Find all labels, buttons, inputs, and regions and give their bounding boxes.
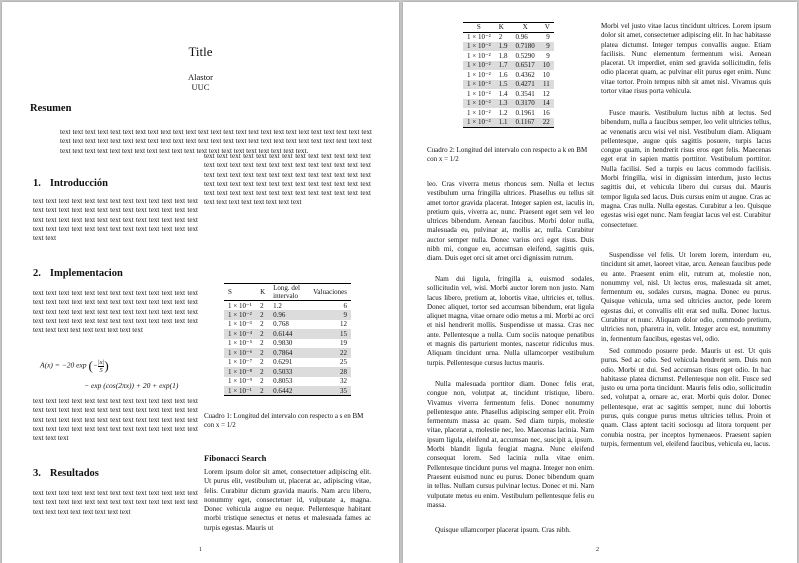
formula-line-1: A(x) = −20 exp (− $\frac{|x|}{5}$ ) <box>40 358 109 374</box>
table-row <box>463 70 554 80</box>
section-heading-introduccion: 1. Introducción <box>33 178 109 189</box>
table-cell: 35 <box>309 386 351 396</box>
body-paragraph-right-3: Suspendisse vel felis. Ut lorem lorem, interdum eu, tincidunt sit amet, laoreet vitae, arcu. Aenean faucibus pede eu ante. Praesent enim elit, rutrum at, molestie non, nonummy vel, nisl. Ut lectus eros, malesuada sit amet, fermentum eu, sodales cursus, magna. Donec eu purus. Quisque vehicula, urna sed ultricies auctor, pede lorem egestas dui, et convallis elit erat sed nulla. Donec luctus. Curabitur et nunc. Aliquam dolor odio, commodo pretium, ultricies non, pharetra in, velit. Integer arcu est, nonummy in, fermentum faucibus, egestas vel, odio. <box>601 251 771 343</box>
table-cell: 2 <box>260 377 264 386</box>
table-cell: 2 <box>260 358 264 367</box>
table-cell: 16 <box>542 108 550 117</box>
table2-header-x: X <box>512 23 539 33</box>
table-cell: 9 <box>546 51 550 60</box>
table-cell: 0.6517 <box>512 61 539 71</box>
implementation-text-2: text text text text text text text text text text text text text text text text text text text text text text text text text text text text text text text text text text text text text text text text text text text text text text text text text text text text text text text <box>33 397 198 443</box>
table-cell: 2 <box>256 348 269 358</box>
table-cell: 2 <box>498 33 503 41</box>
table1-header-k: K <box>256 284 269 301</box>
table-row <box>224 358 351 368</box>
implementation-text: text text text text text text text text text text text text text text text text text text text text text text text text text text text text text text text text text text text text text text text text text text text text text text text text text text text text text text text text text text text text text <box>33 289 198 335</box>
table2-caption: Cuadro 2: Longitud del intervalo con respecto a k en BM con x = 1/2 <box>427 146 588 163</box>
table-cell: 2 <box>260 339 264 348</box>
table-interval-vs-s <box>224 283 351 396</box>
table-cell: 0.4271 <box>512 80 539 90</box>
column-2-text: text text text text text text text text text text text text text text text text text text text text text text text text text text text text text text text text text text text text text text text text text text text text text text text text text text text text text text text text text text text text text text text text text text text text text text text text text <box>204 152 371 207</box>
table-cell: 1 × 10⁻² <box>463 99 495 109</box>
table-cell: 12 <box>542 89 550 98</box>
table1-header-valuaciones: Valuaciones <box>309 284 351 301</box>
body-paragraph-left-3: Nulla malesuada porttitor diam. Donec felis erat, congue non, volutpat at, tincidunt tristique, libero. Vivamus viverra fermentum felis. Donec nonummy pellentesque ante. Phasellus adipiscing semper elit. Proin fermentum massa ac quam. Sed diam turpis, molestie vitae, placerat a, molestie nec, leo. Maecenas lacinia. Nam ipsum ligula, eleifend at, accumsan nec, suscipit a, ipsum. Morbi blandit ligula feugiat magna. Nunc eleifend consequat lorem. Sed lacinia nulla vitae enim. Pellentesque tincidunt purus vel magna. Integer non enim. Praesent euismod nunc eu purus. Donec bibendum quam in tellus. Nullam cursus pulvinar lectus. Donec et mi. Nam vulputate metus eu enim. Vestibulum pellentesque felis eu massa. <box>427 380 594 509</box>
table2-header-v: V <box>539 23 554 33</box>
formula-line-2: − exp (cos(2πx)) + 20 + exp(1) <box>84 381 179 390</box>
table-row <box>463 32 554 42</box>
table1-header-long: Long. del intervalo <box>269 284 309 301</box>
table1-header-s: S <box>224 284 256 301</box>
table-cell: 1 × 10⁻² <box>463 80 495 90</box>
table-row <box>224 348 351 358</box>
table-interval-vs-k <box>463 22 554 128</box>
table-cell: 0.6144 <box>269 329 309 339</box>
table-cell: 10 <box>542 70 550 79</box>
table-cell: 0.96 <box>269 310 309 320</box>
page-number-1: 1 <box>199 547 202 553</box>
table-cell: 10 <box>539 61 554 71</box>
table-cell: 0.96 <box>515 33 528 41</box>
table-cell: 1.7 <box>495 61 512 71</box>
body-paragraph-right-4: Sed commodo posuere pede. Mauris ut est. Ut quis purus. Sed ac odio. Sed vehicula hendrerit sem. Duis non odio. Morbi ut dui. Sed accumsan risus eget odio. In hac habitasse platea dictumst. Pellentesque non elit. Fusce sed justo eu urna porta tincidunt. Mauris felis odio, sollicitudin sed, volutpat a, ornare ac, erat. Morbi quis dolor. Donec pellentesque, erat ac sagittis semper, nunc dui lobortis purus, quis congue purus metus ultricies tellus. Proin et quam. Class aptent taciti sociosqu ad litora torquent per conubia nostra, per inceptos hymenaeos. Praesent sapien turpis, fermentum vel, eleifend faucibus, vehicula eu, lacus. <box>601 347 771 448</box>
table-cell: 1.3 <box>495 99 512 109</box>
table-row <box>224 310 351 320</box>
table-row <box>224 386 351 396</box>
table-cell: 1 × 10⁻⁹ <box>228 377 253 386</box>
fibonacci-heading: Fibonacci Search <box>204 453 267 463</box>
table-cell: 1.4 <box>498 89 508 98</box>
table-cell: 9 <box>546 33 550 41</box>
table-cell: 1.2 <box>273 301 282 310</box>
table-cell: 0.9830 <box>273 339 293 348</box>
table-cell: 2 <box>256 310 269 320</box>
table-cell: 0.5033 <box>269 367 309 377</box>
body-paragraph-right-2: Fusce mauris. Vestibulum luctus nibh at lectus. Sed bibendum, nulla a faucibus semper, leo velit ultricies tellus, ac venenatis arcu wisi vel nisl. Vestibulum diam. Aliquam pellentesque, augue quis sagittis posuere, turpis lacus congue quam, in hendrerit risus eros eget felis. Maecenas eget erat in sapien mattis porttitor. Vestibulum porttitor. Nulla facilisi. Sed a turpis eu lacus commodo facilisis. Morbi fringilla, wisi in dignissim interdum, justo lectus sagittis dui, et vehicula libero dui cursus dui. Mauris tempor ligula sed lacus. Duis cursus enim ut augue. Cras ac magna. Cras nulla. Nulla egestas. Curabitur a leo. Quisque egestas wisi eget nunc. Nam feugiat lacus vel est. Curabitur consectetuer. <box>601 109 771 229</box>
abstract-text: text text text text text text text text text text text text text text text text text text text text text text text text text text text text text text text text text text text text text text text text text text text text text text text text text text text text text text text text text text text text text text text text text text text text text text. <box>60 128 372 155</box>
table-cell: 1.8 <box>498 51 508 60</box>
abstract-heading: Resumen <box>30 103 72 114</box>
table-cell: 1 × 10⁻² <box>467 33 491 41</box>
formula-numerator: |x| <box>97 358 105 366</box>
table-cell: 1 × 10⁻¹ <box>228 301 252 310</box>
page-number-2: 2 <box>596 547 599 553</box>
table-cell: 1 × 10⁻² <box>467 70 491 79</box>
table-cell: 28 <box>309 367 351 377</box>
author-name: Alastor <box>187 72 214 82</box>
table-cell: 0.4362 <box>515 70 535 79</box>
table-cell: 9 <box>309 310 351 320</box>
table-cell: 1 × 10⁻³ <box>228 320 252 329</box>
body-paragraph-right-1: Morbi vel justo vitae lacus tincidunt ultrices. Lorem ipsum dolor sit amet, consectetuer adipiscing elit. In hac habitasse platea dictumst. Integer tempus convallis augue. Etiam facilisis. Nunc elementum fermentum wisi. Aenean placerat. Ut imperdiet, enim sed gravida sollicitudin, felis odio placerat quam, ac pulvinar elit purus eget enim. Nunc vitae tortor. Proin tempus nibh sit amet nisl. Vivamus quis tortor vitae risus porta vehicula. <box>601 22 771 96</box>
table-row <box>224 320 351 330</box>
table-row <box>463 118 554 128</box>
table-row <box>463 99 554 109</box>
table-cell: 32 <box>339 377 347 386</box>
table-cell: 1.5 <box>495 80 512 90</box>
table-cell: 1.6 <box>498 70 508 79</box>
fibonacci-text: Lorem ipsum dolor sit amet, consectetuer adipiscing elit. Ut purus elit, vestibulum ut, placerat ac, adipiscing vitae, felis. Curabitur dictum gravida mauris. Nam arcu libero, nonummy eget, consectetuer id, vulputate a, magna. Donec vehicula augue eu neque. Pellentesque habitant morbi tristique senectus et netus et malesuada fames ac turpis egestas. Mauris ut <box>204 468 371 532</box>
intro-text: text text text text text text text text text text text text text text text text text text text text text text text text text text text text text text text text text text text text text text text text text text text text text text text text text text text text text text <box>33 197 198 243</box>
table-row <box>463 80 554 90</box>
table-cell: 1 × 10⁻² <box>463 118 495 128</box>
table-row <box>463 42 554 52</box>
table-cell: 0.3170 <box>512 99 539 109</box>
table-row <box>224 367 351 377</box>
results-text: text text text text text text text text text text text text text text text text text text text text text text text text text text text text text text text text text text <box>33 489 198 516</box>
table-cell: 1 × 10⁻² <box>467 89 491 98</box>
section-heading-implementacion: 2. Implementacion <box>33 268 123 279</box>
page-2 <box>403 2 797 563</box>
body-paragraph-left-2: Nam dui ligula, fringilla a, euismod sodales, sollicitudin vel, wisi. Morbi auctor lorem non justo. Nam lacus libero, pretium at, lobortis vitae, ultricies et, tellus. Donec aliquet, tortor sed accumsan bibendum, erat ligula aliquet magna, vitae ornare odio metus a mi. Morbi ac orci et nisl hendrerit mollis. Suspendisse ut massa. Cras nec ante. Pellentesque a nulla. Cum sociis natoque penatibus et magnis dis parturient montes, nascetur ridiculus mus. Aliquam tincidunt urna. Nulla ullamcorper vestibulum turpis. Pellentesque cursus luctus mauris. <box>427 275 594 367</box>
table-cell: 22 <box>539 118 554 128</box>
table-row <box>224 329 351 339</box>
table-cell: 1 × 10⁻² <box>224 310 256 320</box>
table-cell: 2 <box>256 367 269 377</box>
table-cell: 0.6442 <box>269 386 309 396</box>
table-cell: 0.7864 <box>269 348 309 358</box>
table-row <box>463 51 554 61</box>
table1-caption: Cuadro 1: Longitud del intervalo con respecto a s en BM con x = 1/2 <box>204 412 364 429</box>
table2-header-s: S <box>463 23 495 33</box>
formula-denominator: 5 <box>99 366 103 374</box>
table-cell: 1 × 10⁻² <box>463 61 495 71</box>
table-cell: 0.768 <box>273 320 289 329</box>
table-cell: 1 × 10⁻² <box>463 42 495 52</box>
page-1 <box>2 2 399 563</box>
table-cell: 1 × 10⁻⁶ <box>224 348 256 358</box>
table-cell: 1 × 10⁻² <box>467 51 491 60</box>
table-row <box>463 108 554 118</box>
paper-title: Title <box>188 44 213 59</box>
author-affiliation: UUC <box>191 82 210 92</box>
table-cell: 0.1961 <box>515 108 535 117</box>
table-cell: 0.8053 <box>273 377 293 386</box>
table-cell: 2 <box>260 320 264 329</box>
table-row <box>463 61 554 71</box>
body-paragraph-left-1: leo. Cras viverra metus rhoncus sem. Nulla et lectus vestibulum urna fringilla ultrices. Phasellus eu tellus sit amet tortor gravida placerat. Integer sapien est, iaculis in, pretium quis, viverra ac, nunc. Praesent eget sem vel leo ultrices bibendum. Aenean faucibus. Morbi dolor nulla, malesuada eu, pulvinar at, mollis ac, nulla. Curabitur auctor semper nulla. Donec varius orci eget risus. Duis nibh mi, congue eu, accumsan eleifend, sagittis quis, diam. Duis eget orci sit amet orci dignissim rutrum. <box>427 180 594 263</box>
table-cell: 0.5290 <box>515 51 535 60</box>
table-cell: 1.1 <box>495 118 512 128</box>
table-cell: 0.3541 <box>515 89 535 98</box>
table-cell: 22 <box>309 348 351 358</box>
table-cell: 15 <box>309 329 351 339</box>
table-cell: 12 <box>339 320 347 329</box>
table-cell: 11 <box>539 80 554 90</box>
table-cell: 0.7180 <box>512 42 539 52</box>
table-cell: 14 <box>539 99 554 109</box>
table-cell: 19 <box>339 339 347 348</box>
table-cell: 1 × 10⁻⁸ <box>224 367 256 377</box>
table-cell: 1.2 <box>498 108 508 117</box>
table-cell: 1 × 10⁻¹ <box>224 386 256 396</box>
table-cell: 6 <box>343 301 347 310</box>
body-paragraph-left-4: Quisque ullamcorper placerat ipsum. Cras nibh. <box>435 526 571 534</box>
section-heading-resultados: 3. Resultados <box>33 468 99 479</box>
table-cell: 1 × 10⁻² <box>467 108 491 117</box>
table-cell: 2 <box>260 301 264 310</box>
table-cell: 1.9 <box>495 42 512 52</box>
table-row <box>224 339 351 349</box>
table-cell: 0.6291 <box>273 358 293 367</box>
table-cell: 0.1167 <box>512 118 539 128</box>
table-cell: 1 × 10⁻⁴ <box>224 329 256 339</box>
table-row <box>224 301 351 311</box>
table-cell: 1 × 10⁻⁷ <box>228 358 253 367</box>
table-cell: 9 <box>539 42 554 52</box>
table-row <box>463 89 554 99</box>
table-cell: 2 <box>256 329 269 339</box>
table2-header-k: K <box>495 23 512 33</box>
table-row <box>224 377 351 387</box>
table-cell: 25 <box>339 358 347 367</box>
table-cell: 1 × 10⁻⁵ <box>228 339 253 348</box>
table-cell: 2 <box>256 386 269 396</box>
